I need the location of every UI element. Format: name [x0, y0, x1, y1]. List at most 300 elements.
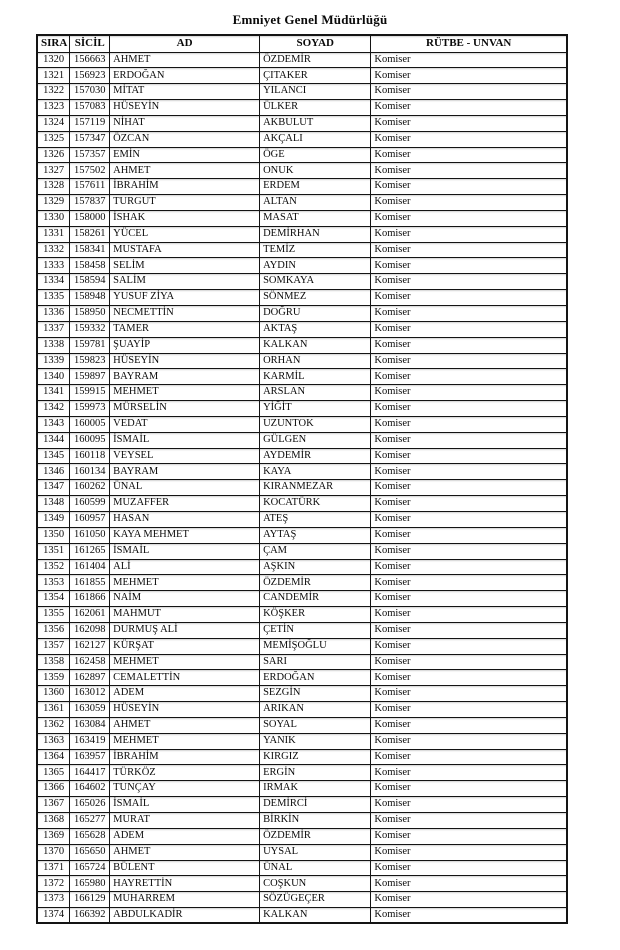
cell-ad: MÜRSELİN — [110, 401, 260, 417]
cell-soyad: SEZGİN — [260, 686, 371, 702]
cell-sicil: 157347 — [70, 131, 110, 147]
cell-sira: 1349 — [37, 511, 70, 527]
cell-soyad: AYDIN — [260, 258, 371, 274]
cell-sicil: 158950 — [70, 306, 110, 322]
cell-rutbe: Komiser — [371, 464, 567, 480]
cell-sira: 1352 — [37, 559, 70, 575]
cell-rutbe: Komiser — [371, 844, 567, 860]
cell-sira: 1341 — [37, 385, 70, 401]
cell-ad: CEMALETTİN — [110, 670, 260, 686]
table-row — [37, 68, 567, 84]
table-header-row — [37, 35, 567, 52]
column-header-soyad: SOYAD — [260, 35, 371, 52]
cell-sicil: 158594 — [70, 274, 110, 290]
cell-sira: 1359 — [37, 670, 70, 686]
table-row — [37, 195, 567, 211]
cell-sira: 1342 — [37, 401, 70, 417]
cell-soyad: ÜNAL — [260, 860, 371, 876]
cell-sicil: 164417 — [70, 765, 110, 781]
table-row — [37, 559, 567, 575]
cell-ad: İBRAHİM — [110, 179, 260, 195]
cell-ad: İSHAK — [110, 210, 260, 226]
cell-ad: HÜSEYİN — [110, 100, 260, 116]
cell-ad: İBRAHİM — [110, 749, 260, 765]
cell-ad: VEYSEL — [110, 448, 260, 464]
cell-sira: 1370 — [37, 844, 70, 860]
cell-sira: 1364 — [37, 749, 70, 765]
table-row — [37, 686, 567, 702]
page-title: Emniyet Genel Müdürlüğü — [232, 12, 388, 27]
table-row — [37, 147, 567, 163]
cell-rutbe: Komiser — [371, 702, 567, 718]
cell-sira: 1344 — [37, 432, 70, 448]
cell-soyad: ORHAN — [260, 353, 371, 369]
cell-rutbe: Komiser — [371, 385, 567, 401]
cell-sicil: 165724 — [70, 860, 110, 876]
cell-sira: 1333 — [37, 258, 70, 274]
cell-sicil: 160599 — [70, 496, 110, 512]
table-row — [37, 749, 567, 765]
table-row — [37, 813, 567, 829]
cell-sicil: 162061 — [70, 607, 110, 623]
cell-ad: ŞUAYİP — [110, 337, 260, 353]
table-row — [37, 321, 567, 337]
table-row — [37, 543, 567, 559]
cell-rutbe: Komiser — [371, 147, 567, 163]
cell-ad: TAMER — [110, 321, 260, 337]
cell-rutbe: Komiser — [371, 797, 567, 813]
cell-soyad: AKÇALI — [260, 131, 371, 147]
cell-sira: 1356 — [37, 622, 70, 638]
cell-sicil: 161404 — [70, 559, 110, 575]
cell-ad: ÖZCAN — [110, 131, 260, 147]
cell-soyad: ÇAM — [260, 543, 371, 559]
table-row — [37, 210, 567, 226]
table-row — [37, 781, 567, 797]
cell-ad: AHMET — [110, 717, 260, 733]
cell-rutbe: Komiser — [371, 892, 567, 908]
table-row — [37, 654, 567, 670]
cell-sira: 1347 — [37, 480, 70, 496]
cell-sicil: 160134 — [70, 464, 110, 480]
cell-sira: 1329 — [37, 195, 70, 211]
cell-rutbe: Komiser — [371, 100, 567, 116]
cell-sicil: 157837 — [70, 195, 110, 211]
cell-sira: 1336 — [37, 306, 70, 322]
cell-ad: SELİM — [110, 258, 260, 274]
cell-rutbe: Komiser — [371, 242, 567, 258]
cell-sira: 1373 — [37, 892, 70, 908]
cell-sira: 1360 — [37, 686, 70, 702]
cell-sicil: 157611 — [70, 179, 110, 195]
cell-sira: 1322 — [37, 84, 70, 100]
cell-sicil: 161265 — [70, 543, 110, 559]
cell-rutbe: Komiser — [371, 432, 567, 448]
cell-sira: 1351 — [37, 543, 70, 559]
cell-rutbe: Komiser — [371, 575, 567, 591]
cell-ad: BAYRAM — [110, 464, 260, 480]
cell-ad: MUSTAFA — [110, 242, 260, 258]
cell-soyad: YİĞİT — [260, 401, 371, 417]
table-row — [37, 496, 567, 512]
cell-sira: 1345 — [37, 448, 70, 464]
cell-sira: 1334 — [37, 274, 70, 290]
cell-ad: TÜRKÖZ — [110, 765, 260, 781]
cell-ad: MEHMET — [110, 385, 260, 401]
cell-sicil: 162897 — [70, 670, 110, 686]
cell-sira: 1361 — [37, 702, 70, 718]
table-row — [37, 337, 567, 353]
cell-soyad: UYSAL — [260, 844, 371, 860]
cell-ad: ALİ — [110, 559, 260, 575]
cell-rutbe: Komiser — [371, 813, 567, 829]
table-row — [37, 638, 567, 654]
cell-soyad: KIRANMEZAR — [260, 480, 371, 496]
cell-soyad: AŞKIN — [260, 559, 371, 575]
cell-sicil: 163084 — [70, 717, 110, 733]
table-row — [37, 480, 567, 496]
cell-sira: 1323 — [37, 100, 70, 116]
cell-sicil: 159897 — [70, 369, 110, 385]
cell-sira: 1321 — [37, 68, 70, 84]
cell-sicil: 158341 — [70, 242, 110, 258]
cell-rutbe: Komiser — [371, 749, 567, 765]
cell-rutbe: Komiser — [371, 670, 567, 686]
cell-soyad: YILANCI — [260, 84, 371, 100]
cell-rutbe: Komiser — [371, 369, 567, 385]
table-row — [37, 670, 567, 686]
cell-sira: 1366 — [37, 781, 70, 797]
cell-sicil: 162127 — [70, 638, 110, 654]
cell-ad: MAHMUT — [110, 607, 260, 623]
cell-sira: 1350 — [37, 527, 70, 543]
table-row — [37, 131, 567, 147]
cell-soyad: DEMİRHAN — [260, 226, 371, 242]
cell-rutbe: Komiser — [371, 115, 567, 131]
cell-soyad: ÇITAKER — [260, 68, 371, 84]
table-row — [37, 401, 567, 417]
cell-sira: 1367 — [37, 797, 70, 813]
cell-rutbe: Komiser — [371, 274, 567, 290]
table-row — [37, 511, 567, 527]
cell-ad: BAYRAM — [110, 369, 260, 385]
cell-ad: VEDAT — [110, 416, 260, 432]
cell-sicil: 163419 — [70, 733, 110, 749]
table-row — [37, 591, 567, 607]
cell-soyad: SÖNMEZ — [260, 290, 371, 306]
column-header-ad: AD — [110, 35, 260, 52]
cell-rutbe: Komiser — [371, 258, 567, 274]
column-header-rutbe: RÜTBE - UNVAN — [371, 35, 567, 52]
cell-sira: 1374 — [37, 908, 70, 924]
cell-rutbe: Komiser — [371, 543, 567, 559]
cell-sicil: 157119 — [70, 115, 110, 131]
table-row — [37, 828, 567, 844]
cell-rutbe: Komiser — [371, 559, 567, 575]
cell-rutbe: Komiser — [371, 654, 567, 670]
cell-soyad: AKBULUT — [260, 115, 371, 131]
table-row — [37, 416, 567, 432]
cell-rutbe: Komiser — [371, 52, 567, 68]
cell-ad: TURGUT — [110, 195, 260, 211]
cell-ad: HAYRETTİN — [110, 876, 260, 892]
cell-sira: 1363 — [37, 733, 70, 749]
cell-rutbe: Komiser — [371, 717, 567, 733]
cell-ad: AHMET — [110, 163, 260, 179]
cell-soyad: KAYA — [260, 464, 371, 480]
cell-ad: ABDULKADİR — [110, 908, 260, 924]
cell-soyad: ERDEM — [260, 179, 371, 195]
cell-sira: 1346 — [37, 464, 70, 480]
table-row — [37, 844, 567, 860]
cell-sira: 1368 — [37, 813, 70, 829]
cell-soyad: COŞKUN — [260, 876, 371, 892]
cell-sira: 1338 — [37, 337, 70, 353]
cell-rutbe: Komiser — [371, 84, 567, 100]
cell-soyad: AYTAŞ — [260, 527, 371, 543]
cell-ad: HÜSEYİN — [110, 353, 260, 369]
table-row — [37, 274, 567, 290]
table-row — [37, 385, 567, 401]
cell-sicil: 162098 — [70, 622, 110, 638]
cell-ad: NAİM — [110, 591, 260, 607]
cell-soyad: KÖŞKER — [260, 607, 371, 623]
table-body — [37, 52, 567, 923]
cell-sicil: 162458 — [70, 654, 110, 670]
cell-soyad: ÖGE — [260, 147, 371, 163]
cell-rutbe: Komiser — [371, 337, 567, 353]
cell-ad: SALİM — [110, 274, 260, 290]
cell-soyad: YANIK — [260, 733, 371, 749]
cell-soyad: TEMİZ — [260, 242, 371, 258]
cell-sicil: 160957 — [70, 511, 110, 527]
table-row — [37, 892, 567, 908]
cell-sicil: 157083 — [70, 100, 110, 116]
table-row — [37, 717, 567, 733]
table-row — [37, 765, 567, 781]
table-row — [37, 607, 567, 623]
cell-sicil: 159973 — [70, 401, 110, 417]
cell-soyad: ÖZDEMİR — [260, 575, 371, 591]
cell-soyad: CANDEMİR — [260, 591, 371, 607]
cell-ad: BÜLENT — [110, 860, 260, 876]
cell-soyad: ATEŞ — [260, 511, 371, 527]
table-row — [37, 448, 567, 464]
cell-soyad: KALKAN — [260, 908, 371, 924]
cell-soyad: DEMİRCİ — [260, 797, 371, 813]
table-row — [37, 52, 567, 68]
cell-sicil: 163059 — [70, 702, 110, 718]
cell-rutbe: Komiser — [371, 733, 567, 749]
cell-ad: MURAT — [110, 813, 260, 829]
table-row — [37, 797, 567, 813]
table-row — [37, 84, 567, 100]
cell-sicil: 161050 — [70, 527, 110, 543]
table-row — [37, 258, 567, 274]
cell-soyad: KOCATÜRK — [260, 496, 371, 512]
table-row — [37, 464, 567, 480]
cell-rutbe: Komiser — [371, 607, 567, 623]
cell-sicil: 160118 — [70, 448, 110, 464]
cell-rutbe: Komiser — [371, 226, 567, 242]
cell-ad: ÜNAL — [110, 480, 260, 496]
table-row — [37, 908, 567, 924]
cell-rutbe: Komiser — [371, 781, 567, 797]
cell-sicil: 159915 — [70, 385, 110, 401]
cell-sicil: 165980 — [70, 876, 110, 892]
cell-rutbe: Komiser — [371, 179, 567, 195]
cell-ad: MUHARREM — [110, 892, 260, 908]
cell-sicil: 163012 — [70, 686, 110, 702]
cell-ad: MEHMET — [110, 575, 260, 591]
cell-rutbe: Komiser — [371, 828, 567, 844]
table-row — [37, 876, 567, 892]
cell-soyad: SÖZÜGEÇER — [260, 892, 371, 908]
cell-sicil: 157357 — [70, 147, 110, 163]
cell-rutbe: Komiser — [371, 765, 567, 781]
cell-sicil: 160262 — [70, 480, 110, 496]
cell-ad: İSMAİL — [110, 543, 260, 559]
cell-soyad: KARMİL — [260, 369, 371, 385]
cell-sira: 1325 — [37, 131, 70, 147]
cell-rutbe: Komiser — [371, 622, 567, 638]
cell-soyad: SOYAL — [260, 717, 371, 733]
cell-sira: 1362 — [37, 717, 70, 733]
table-row — [37, 622, 567, 638]
table-row — [37, 226, 567, 242]
cell-soyad: ÖZDEMİR — [260, 828, 371, 844]
cell-sira: 1372 — [37, 876, 70, 892]
cell-soyad: ALTAN — [260, 195, 371, 211]
cell-soyad: KIRGIZ — [260, 749, 371, 765]
cell-rutbe: Komiser — [371, 68, 567, 84]
cell-sicil: 158261 — [70, 226, 110, 242]
cell-soyad: KALKAN — [260, 337, 371, 353]
table-row — [37, 432, 567, 448]
table-row — [37, 115, 567, 131]
cell-ad: EMİN — [110, 147, 260, 163]
cell-ad: HÜSEYİN — [110, 702, 260, 718]
table-row — [37, 733, 567, 749]
cell-rutbe: Komiser — [371, 306, 567, 322]
cell-sicil: 166392 — [70, 908, 110, 924]
cell-sira: 1355 — [37, 607, 70, 623]
table-row — [37, 290, 567, 306]
cell-rutbe: Komiser — [371, 321, 567, 337]
table-row — [37, 163, 567, 179]
cell-ad: MEHMET — [110, 654, 260, 670]
cell-sicil: 164602 — [70, 781, 110, 797]
cell-sira: 1327 — [37, 163, 70, 179]
cell-sira: 1324 — [37, 115, 70, 131]
cell-soyad: ONUK — [260, 163, 371, 179]
cell-soyad: DOĞRU — [260, 306, 371, 322]
cell-soyad: MEMİŞOĞLU — [260, 638, 371, 654]
table-row — [37, 100, 567, 116]
table-row — [37, 369, 567, 385]
table-row — [37, 527, 567, 543]
cell-ad: TUNÇAY — [110, 781, 260, 797]
cell-sira: 1337 — [37, 321, 70, 337]
cell-rutbe: Komiser — [371, 210, 567, 226]
table-row — [37, 860, 567, 876]
cell-sicil: 157502 — [70, 163, 110, 179]
cell-soyad: BİRKİN — [260, 813, 371, 829]
cell-ad: HASAN — [110, 511, 260, 527]
table-row — [37, 306, 567, 322]
cell-sicil: 165628 — [70, 828, 110, 844]
cell-rutbe: Komiser — [371, 908, 567, 924]
column-header-sira: SIRA — [37, 35, 70, 52]
cell-ad: ERDOĞAN — [110, 68, 260, 84]
cell-sira: 1339 — [37, 353, 70, 369]
cell-rutbe: Komiser — [371, 860, 567, 876]
cell-ad: ADEM — [110, 686, 260, 702]
cell-rutbe: Komiser — [371, 511, 567, 527]
cell-sira: 1331 — [37, 226, 70, 242]
cell-soyad: ÇETİN — [260, 622, 371, 638]
cell-ad: AHMET — [110, 52, 260, 68]
cell-sira: 1369 — [37, 828, 70, 844]
cell-soyad: IRMAK — [260, 781, 371, 797]
cell-sira: 1343 — [37, 416, 70, 432]
cell-sicil: 165026 — [70, 797, 110, 813]
cell-sira: 1353 — [37, 575, 70, 591]
cell-sira: 1332 — [37, 242, 70, 258]
cell-rutbe: Komiser — [371, 686, 567, 702]
cell-sicil: 160095 — [70, 432, 110, 448]
cell-sicil: 161866 — [70, 591, 110, 607]
cell-ad: MUZAFFER — [110, 496, 260, 512]
cell-ad: MİTAT — [110, 84, 260, 100]
cell-rutbe: Komiser — [371, 591, 567, 607]
cell-sicil: 157030 — [70, 84, 110, 100]
cell-soyad: AYDEMİR — [260, 448, 371, 464]
cell-rutbe: Komiser — [371, 527, 567, 543]
cell-sira: 1348 — [37, 496, 70, 512]
cell-sicil: 165277 — [70, 813, 110, 829]
cell-soyad: ARSLAN — [260, 385, 371, 401]
cell-sicil: 159332 — [70, 321, 110, 337]
cell-sira: 1365 — [37, 765, 70, 781]
cell-ad: KÜRŞAT — [110, 638, 260, 654]
cell-rutbe: Komiser — [371, 195, 567, 211]
cell-ad: YÜCEL — [110, 226, 260, 242]
cell-soyad: ERDOĞAN — [260, 670, 371, 686]
cell-ad: KAYA MEHMET — [110, 527, 260, 543]
cell-sicil: 158000 — [70, 210, 110, 226]
cell-ad: ADEM — [110, 828, 260, 844]
cell-rutbe: Komiser — [371, 401, 567, 417]
cell-sicil: 159823 — [70, 353, 110, 369]
cell-soyad: MASAT — [260, 210, 371, 226]
cell-sira: 1330 — [37, 210, 70, 226]
cell-ad: YUSUF ZİYA — [110, 290, 260, 306]
cell-sira: 1326 — [37, 147, 70, 163]
table-row — [37, 702, 567, 718]
cell-sira: 1371 — [37, 860, 70, 876]
cell-rutbe: Komiser — [371, 448, 567, 464]
cell-sicil: 165650 — [70, 844, 110, 860]
cell-soyad: ÖZDEMİR — [260, 52, 371, 68]
cell-rutbe: Komiser — [371, 480, 567, 496]
personnel-table — [36, 34, 568, 924]
cell-soyad: ARIKAN — [260, 702, 371, 718]
cell-ad: MEHMET — [110, 733, 260, 749]
cell-sira: 1328 — [37, 179, 70, 195]
cell-sicil: 160005 — [70, 416, 110, 432]
cell-sira: 1354 — [37, 591, 70, 607]
